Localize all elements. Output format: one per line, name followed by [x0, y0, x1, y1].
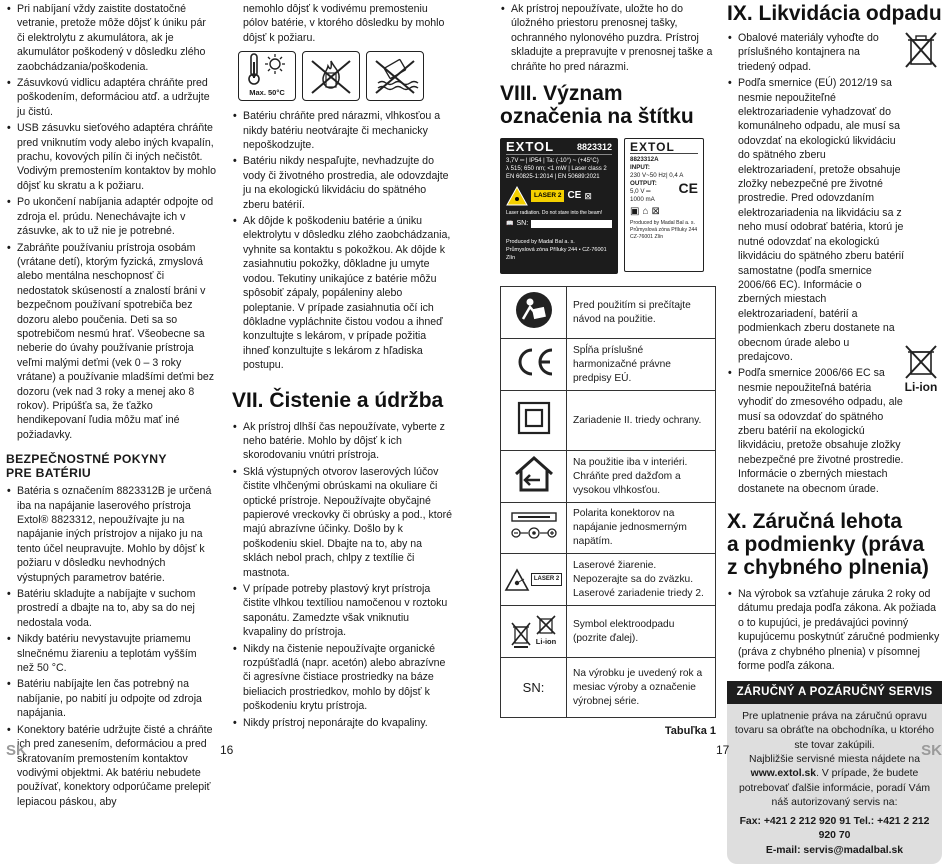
list-item: • Nikdy batériu nevystavujte priamemu slnečnému žiareniu a teplotám vyšším než 50 °C. [6, 632, 216, 675]
wee-icon [535, 615, 557, 635]
wee-icon [903, 30, 939, 70]
laser-warning-text: Laser radiation. Do not stare into the beam! [506, 210, 603, 217]
title-line: a podmienky (práva [727, 533, 925, 556]
no-water-icon [366, 51, 424, 101]
list-item: • Sklá výstupných otvorov laserových lúčov čistite vlhčenými obrúskami na okuliare či optické prístroje. Nepoužívajte obyčajné papierové vreckovky či obrúsky a pod., ktoré majú abrazívne účinky. Došlo by k poškodeniu skiel. Dbajte na to, aby na sklách nebol prach, chlpy z textílie či mastnota. [232, 465, 454, 580]
read-manual-icon [501, 287, 567, 339]
model-number: 8823312A [630, 156, 659, 164]
serial-field [531, 220, 612, 228]
column-3 [500, 2, 716, 738]
storage-list [500, 2, 716, 74]
list-item: • Batériu skladujte a nabíjajte v suchom prostredí a dbajte na to, aby sa do nej nedostala voda. [6, 587, 216, 630]
list-item: • Batéria s označením 8823312B je určená iba na napájanie laserového prístroja Extol® 8823312, nepoužívajte ju na napájanie iných prístrojov a nijako ju na tento účel neupravujte. Mohlo by dôjsť k požiaru v dôsledku nevhodných výstupných parametrov batérie. [6, 484, 216, 585]
product-labels [500, 138, 716, 274]
list-item: • Pri nabíjaní vždy zaistite dostatočné vetranie, pretože môže dôjsť k úniku pár či elektrolytu z akumulátora, ak je akumulátor poškodený v dôsledku zlého zaobchádzania/poškodenia. [6, 2, 216, 74]
max-temperature-icon [238, 51, 296, 101]
producer-line: CZ-76001 Zlín [630, 234, 664, 241]
wee-icon: ⊠ [651, 206, 660, 218]
symbols-table [500, 286, 716, 718]
extol-logo: EXTOL [630, 140, 675, 155]
title-line: z chybného plnenia) [727, 556, 929, 579]
battery-safety-heading [6, 452, 216, 480]
no-fire-icon [302, 51, 360, 101]
ce-mark-icon: CE [678, 180, 698, 197]
service-email[interactable]: E-mail: servis@madalbal.sk [765, 844, 904, 856]
table-cell: Laserové žiarenie. Nepozerajte sa do zväzku. Laserové zariadenie triedy 2. [567, 554, 716, 606]
sn-label: SN: [516, 220, 529, 228]
list-item: • USB zásuvku sieťového adaptéra chráňte pred vniknutím vody alebo iných kvapalín, prachu, kovových pilín či iných nečistôt. Vodivým premostením kontaktov by mohlo dôjsť ku skratu a k požiaru. [6, 121, 216, 193]
list-item: • Konektory batérie udržujte čisté a chráňte ich pred zanesením, deformáciou a pred skratovaním premostením kontaktov vodivými objektmi. Ak batériu nebudete používať, konektory odporúčame prelepiť lepiacou páskou, aby [6, 723, 216, 809]
wee-icon [903, 344, 939, 380]
list-item: • Ak prístroj nepoužívate, uložte ho do úložného priestoru prenosnej tašky, ochranného nylonového puzdra. Prístroj skladujte a prepravujte v prenosnej taške a chráňte ho pred nárazmi. [500, 2, 716, 74]
language-code-left: SK [6, 742, 27, 759]
column-1 [6, 2, 216, 811]
table-row [501, 339, 716, 391]
service-text-part: . V prípade, že budete potrebovať ďalšie informácie, poradí Vám náš autorizovaný servis na: [738, 768, 931, 809]
extol-logo: EXTOL [506, 139, 555, 155]
list-item: • Po ukončení nabíjania adaptér odpojte od zdroja el. prúdu. Nenechávajte ich v zásuvke, ak to už nie je potrebné. [6, 195, 216, 238]
table-cell: Na použitie iba v interiéri. Chráňte pred dažďom a vysokou vlhkosťou. [567, 451, 716, 503]
spec-line: λ 515; 650 nm; <1 mW | Laser class 2 [506, 166, 607, 173]
producer-line: Průmyslová zóna Příluky 244 • CZ-76001 Zlín [506, 247, 607, 262]
list-item: • Ak prístroj dlhší čas nepoužívate, vyberte z neho batérie. Mohlo by dôjsť k ich skorodovaniu vnútri prístroja. [232, 420, 454, 463]
input-value: 230 V~50 Hz| 0,4 A [630, 172, 684, 180]
cleaning-section-title: VII. Čistenie a údržba [232, 388, 444, 412]
heading-line: PRE BATÉRIU [6, 466, 92, 481]
label-section-title [500, 82, 716, 128]
language-code-right: SK [921, 742, 942, 759]
wee-li-ion-icon [501, 606, 567, 658]
battery-warning-icons [238, 51, 454, 101]
adapter-label [624, 138, 704, 272]
cleaning-list [232, 420, 454, 731]
laser-warning-icon [506, 186, 528, 206]
read-manual-icon: 📖 [506, 221, 514, 228]
spec-line: EN 60825-1:2014 | EN 50689:2021 [506, 174, 600, 181]
li-ion-label: Li-ion [535, 636, 557, 646]
title-line: označenia na štítku [500, 105, 694, 129]
battery-list [6, 484, 216, 809]
list-item: • Na výrobok sa vzťahuje záruka 2 roky od dátumu predaja podľa zákona. Ak požiada o to kupujúci, je predávajúci povinný kupujúcemu poskytnúť záručné podmienky (práva z chybného plnenia) v písomnej forme podľa zákona. [727, 587, 942, 673]
output-voltage: 5,0 V ═ [630, 188, 651, 196]
heading-line: BEZPEČNOSTNÉ POKYNY [6, 452, 167, 467]
service-heading: ZÁRUČNÝ A POZÁRUČNÝ SERVIS [727, 681, 942, 703]
safety-list [6, 2, 216, 442]
table-cell: Spĺňa príslušné harmonizačné právne predpisy EÚ. [567, 339, 716, 391]
page-number-left: 16 [220, 743, 234, 757]
producer-line: Průmyslová zóna Příluky 244 [630, 227, 698, 234]
table-row [501, 503, 716, 554]
list-text: Podľa smernice 2006/66 EC sa nesmie nepoužiteľná batéria vyhodiť do zmesového odpadu, ale musí sa odovzdať do spätného zberu batérií na ekologickú likvidáciu, pretože obsahuje zložky nebezpečné pre životné prostredie. Informácie o zberných miestach dostanete na obecnom úrade. [738, 367, 904, 495]
output-current: 1000 mA [630, 196, 655, 204]
page-number-right: 17 [716, 743, 730, 757]
max-temp-label: Max. 50°C [249, 88, 285, 98]
list-item: • Zásuvkovú vidlicu adaptéra chráňte pred poškodením, deformáciou atď. a udržujte ju čistú. [6, 76, 216, 119]
disposal-list [727, 31, 942, 496]
ce-mark-icon: CE [567, 190, 582, 202]
title-line: VIII. Význam [500, 82, 623, 106]
table-cell: Symbol elektroodpadu (pozrite ďalej). [567, 606, 716, 658]
list-text: Podľa smernice (EÚ) 2012/19 sa nesmie nepoužiteľné elektrozariadenie vyhadzovať do komunálneho odpadu, ale musí sa odovzdať na ekologickú likvidáciu do spätného zberu elektrozariadení, pretože obsahuje zložky nebezpečné pre životné prostredie. Pred odovzdaním elektrozariadenia na likvidáciu sa z neho musí odobrať batéria, ktorú je nutné odovzdať na ekologickú likvidáciu do spätného zberu batérií samostatne (podľa smernice 2006/66 EC). Informácie o zberných miestach elektrozariadení, batérií a podmienkach zberu dostanete na obecnom úrade alebo u predajcovo. [738, 77, 905, 363]
table-row [501, 606, 716, 658]
service-phone: Fax: +421 2 212 920 91 Tel.: +421 2 212 920 70 [739, 815, 930, 842]
wee-icon [510, 621, 532, 649]
wee-li-ion-icon [903, 344, 939, 394]
table-cell: Polarita konektorov na napájanie jednosmerným napätím. [567, 503, 716, 554]
producer-line: Produced by Madal Bal a. s. [630, 220, 695, 227]
class-ii-icon [501, 391, 567, 451]
service-box [727, 704, 942, 864]
list-item: • Batériu nikdy nespaľujte, nevhadzujte do vody či životného prostredia, ale odovzdajte ju na ekologickú likvidáciu do spätného zberu batérií. [232, 154, 454, 212]
spec-line: 3,7V ═ | IP54 | Ta: (-10°) ~ (+45°C) [506, 158, 599, 165]
sn-label: SN: [522, 679, 545, 695]
column-4 [727, 0, 942, 864]
list-item: • Zabráňte používaniu prístroja osobám (vrátane detí), ktorým fyzická, zmyslová alebo mentálna neschopnosť či nedostatok skúseností a znalostí bráni v bezpečnom používaní spotrebiča bez dozoru alebo poučenia. Deti sa so spotrebičom nesmú hrať. Všeobecne sa neberie do úvahy používanie prístroja veľmi malými deťmi (vek 0 – 3 roky vrátane) a používanie mladšími deťmi bez dozoru (vek nad 3 roky a menej ako 8 rokov). Pripúšťa sa, že ťažko hendikepovaní ľudia môžu mať iné požiadavky. [6, 241, 216, 443]
laser-warning-icon [501, 554, 567, 606]
table-cell: Zariadenie II. triedy ochrany. [567, 391, 716, 451]
list-item: • V prípade potreby plastový kryt prístroja čistite vlhkou textíliou namočenou v roztoku saponátu. Zamedzte však vniknutiu kvapaliny do prístroja. [232, 582, 454, 640]
table-row [501, 287, 716, 339]
ce-mark-icon [501, 339, 567, 391]
title-line: X. Záručná lehota [727, 510, 903, 533]
service-website-link[interactable]: www.extol.sk [750, 768, 817, 780]
table-caption: Tabuľka 1 [664, 725, 716, 738]
list-item: • Batériu chráňte pred nárazmi, vlhkosťou a nikdy batériu neotvárajte či mechanicky nepoškodzujte. [232, 109, 454, 152]
producer-line: Produced by Madal Bal a. s. [506, 239, 575, 246]
indoor-use-icon [501, 451, 567, 503]
list-item: • Ak dôjde k poškodeniu batérie a úniku elektrolytu v dôsledku zlého zaobchádzania, vyhnite sa kontaktu s pokožkou. Ak dôjde k zasiahnutiu pokožky, dôkladne ju umyte vodou. Tekutiny unikajúce z batérie môžu spôsobiť zápaly, popáleniny alebo poleptanie. V prípade zasiahnutia očí ich dôkladne vypláchnite čistou vodou a ihneď konzultujte s lekárom, v prípade požitia ihneď konzultujte s lekárom z hľadiska postupu. [232, 214, 454, 372]
table-row [501, 391, 716, 451]
service-text [733, 753, 936, 811]
warranty-section-title [727, 510, 942, 579]
list-item: • Nikdy na čistenie nepoužívajte organické rozpúšťadlá (napr. acetón) alebo abrazívne či agresívne čistiace prostriedky na báze bieliacich prostriedkov, mohlo by dôjsť k poškodeniu krytu prístroja. [232, 642, 454, 714]
laser-class-badge: LASER 2 [531, 573, 562, 586]
li-ion-label: Li-ion [904, 380, 938, 394]
list-item: • Nikdy prístroj neponárajte do kvapaliny. [232, 716, 454, 730]
table-row [501, 554, 716, 606]
column-2 [232, 2, 454, 732]
table-row [501, 451, 716, 503]
indoor-use-icon: ⌂ [642, 206, 649, 218]
list-item [727, 76, 942, 364]
list-text: Obalové materiály vyhoďte do príslušného kontajnera na triedený odpad. [738, 32, 879, 73]
table-row [501, 658, 716, 718]
polarity-icon [501, 503, 567, 554]
laser-device-label [500, 138, 618, 274]
disposal-section-title: IX. Likvidácia odpadu [727, 2, 942, 25]
class-ii-icon: ▣ [630, 206, 640, 218]
wee-icon: ⊠ [584, 191, 592, 202]
laser-class-badge: LASER 2 [531, 190, 564, 202]
service-text: Pre uplatnenie práva na záručnú opravu tovaru sa obráťte na obchodníka, u ktorého ste tovar zakúpili. [734, 710, 935, 751]
table-cell: Pred použitím si prečítajte návod na použitie. [567, 287, 716, 339]
input-label: INPUT: [630, 164, 650, 172]
table-cell: Na výrobku je uvedený rok a mesiac výroby a označenie výrobnej série. [567, 658, 716, 718]
service-text-part: Najbližšie servisné miesta nájdete na [749, 754, 920, 766]
list-item: • Batériu nabíjajte len čas potrebný na nabíjanie, po nabití ju odpojte od zdroja napájania. [6, 677, 216, 720]
output-label: OUTPUT: [630, 180, 657, 188]
continuation-text: nemohlo dôjsť k vodivému premosteniu pólov batérie, v ktorého dôsledku by mohlo dôjsť k požiaru. [243, 3, 445, 44]
battery-list-2 [232, 109, 454, 372]
serial-number-label [501, 658, 567, 718]
warranty-list [727, 587, 942, 673]
model-number: 8823312 [576, 142, 612, 153]
